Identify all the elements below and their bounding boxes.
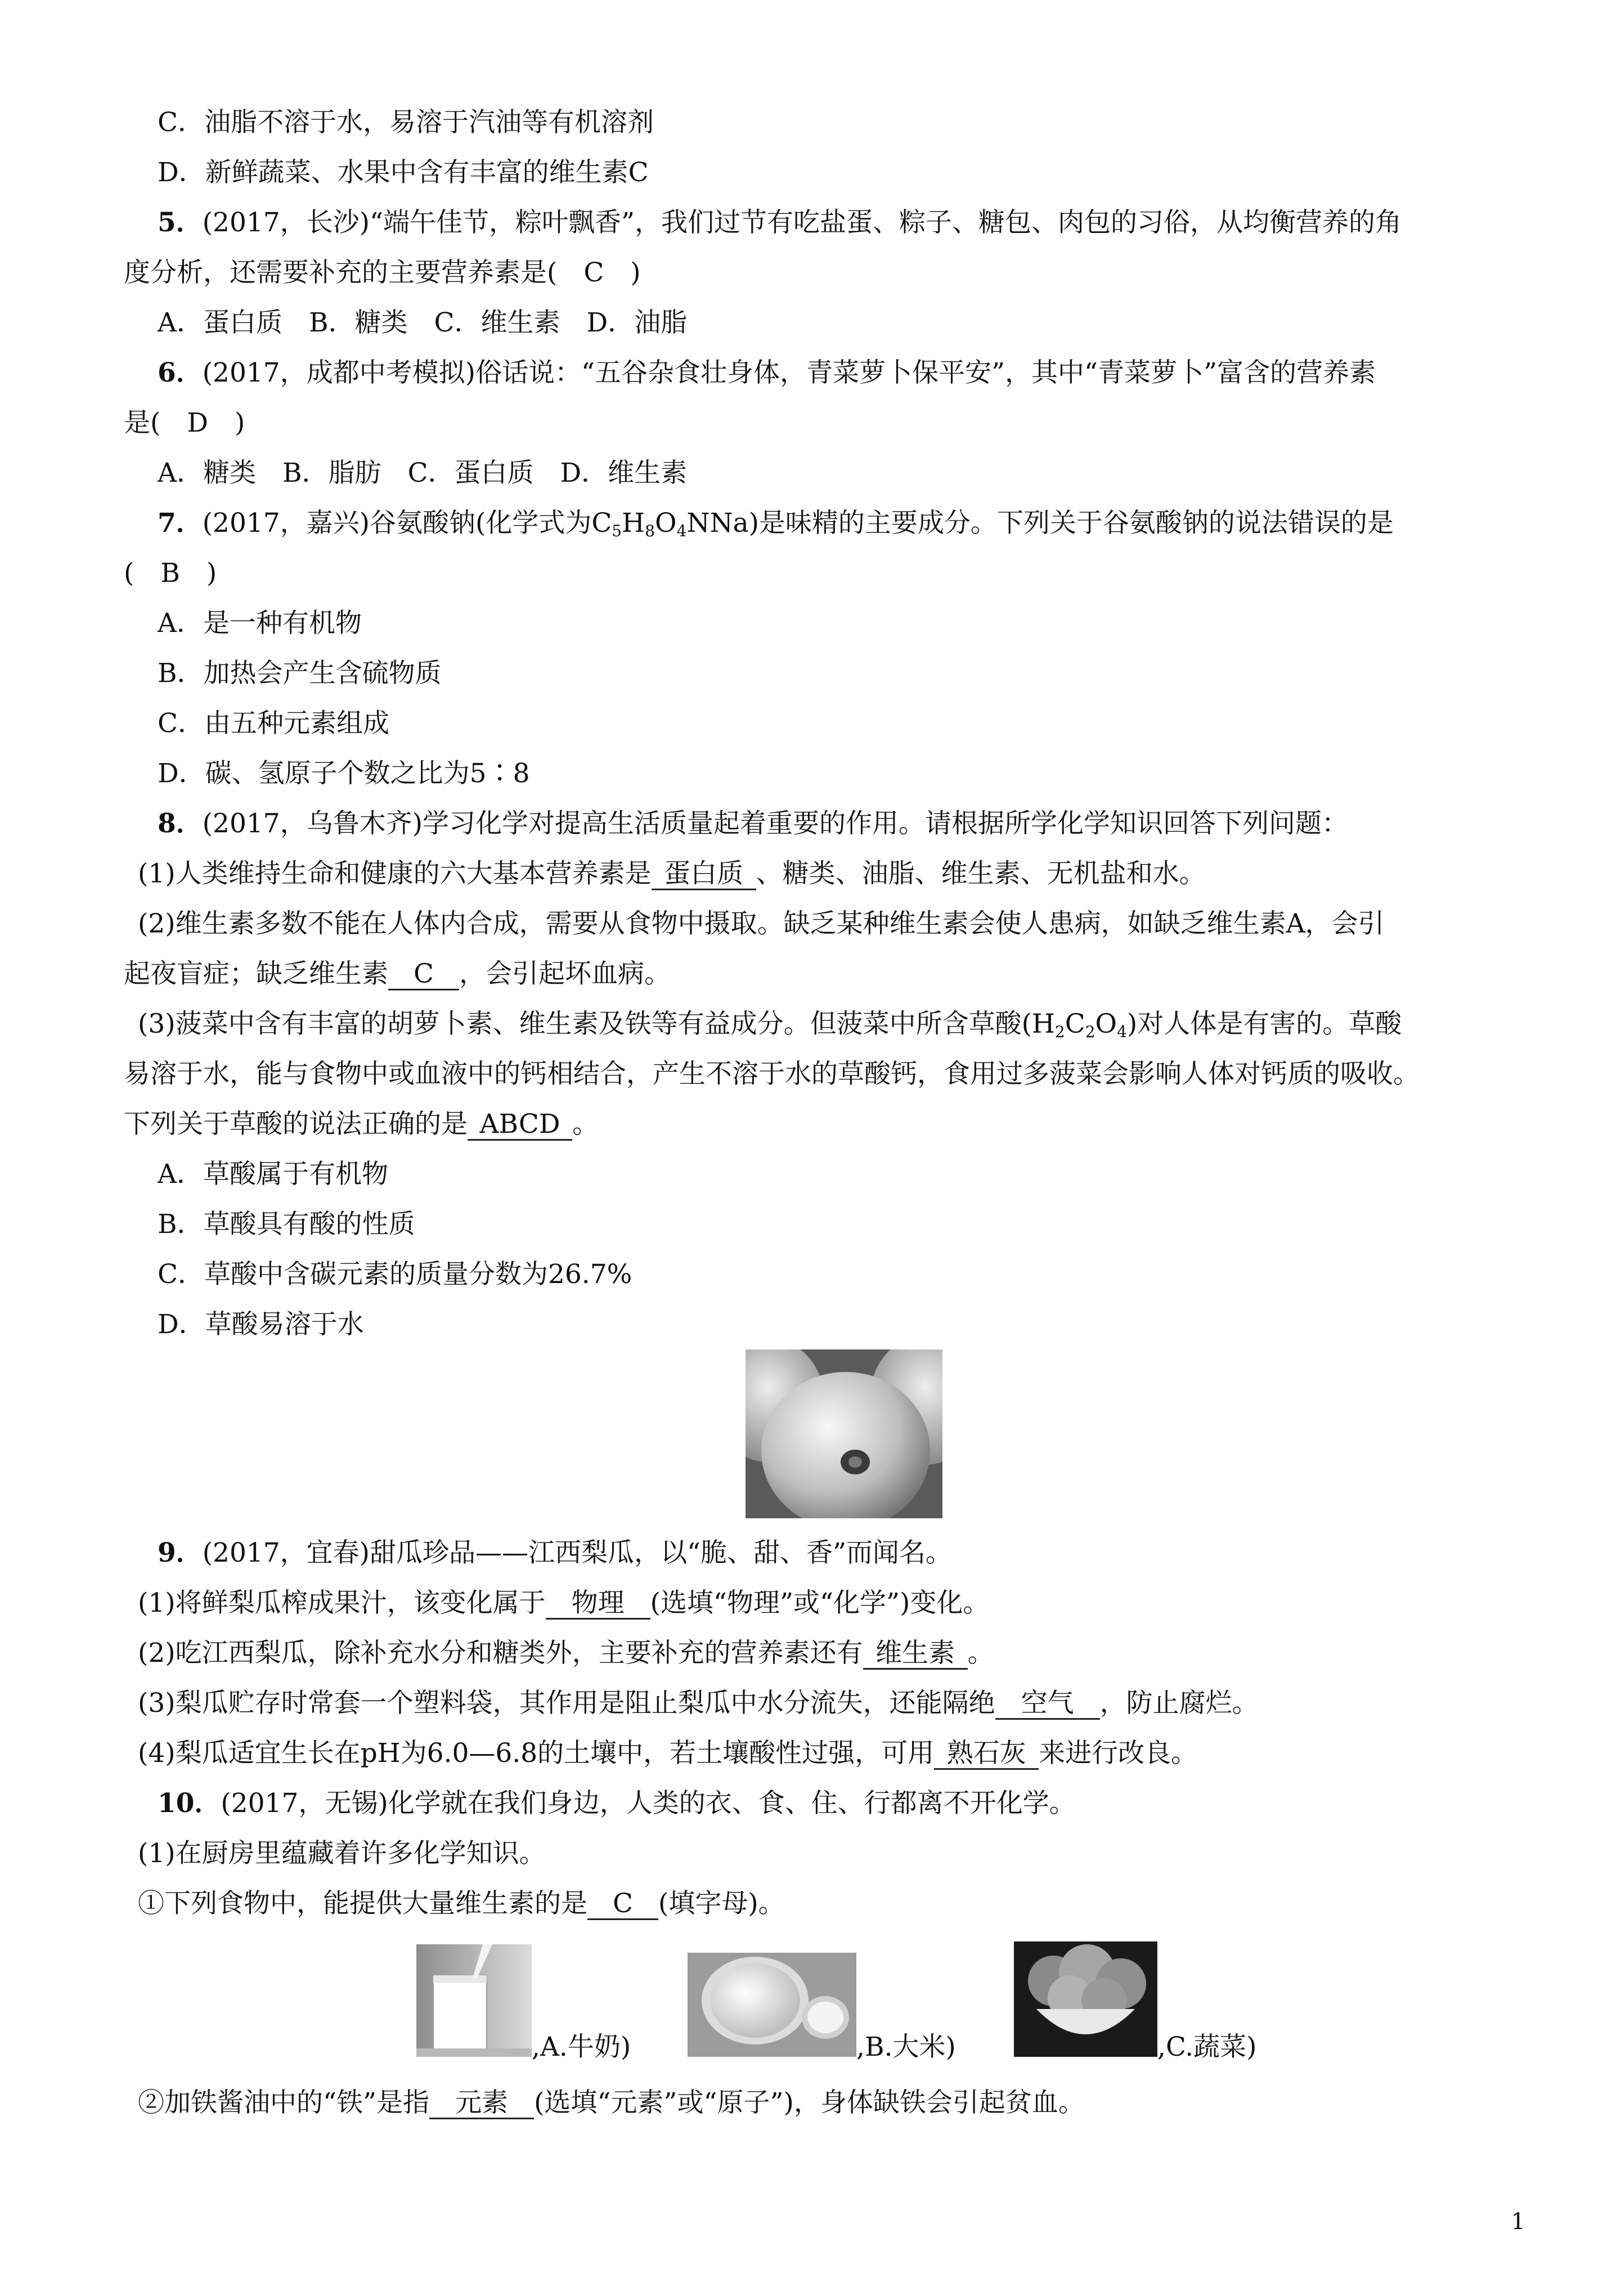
q9-part2-answer: 维生素 [863,1639,968,1670]
formula-sub: 2 [1054,1023,1065,1041]
q9-number: 9． [158,1537,203,1568]
q10-part1-i-text-end: (填字母)。 [658,1888,785,1919]
q9-part3-text-end: ，防止腐烂。 [1099,1688,1259,1719]
rice-photo [688,1953,856,2057]
q5-stem [158,206,1525,240]
q9-part3 [138,1687,1525,1720]
q8-option-b: B．草酸具有酸的性质 [158,1209,415,1240]
q9-part2-text: (2)吃江西梨瓜，除补充水分和糖类外，主要补充的营养素还有 [138,1638,863,1669]
q10-part1-ii [138,2086,1525,2120]
q8-part1 [138,857,1525,891]
q10-part1-i [138,1887,1525,1921]
q9-part4-text-end: 来进行改良。 [1039,1738,1198,1769]
formula-sub: 2 [1085,1023,1095,1041]
q5-stem-cont: 度分析，还需要补充的主要营养素是( C ) [124,257,641,288]
milk-image [416,1944,532,2057]
q10-part1-ii-text: ②加铁酱油中的“铁”是指 [138,2087,430,2118]
caption-milk: ,A.牛奶) [532,2032,631,2062]
q9-stem [158,1536,1525,1570]
q9-part4-answer: 熟石灰 [934,1739,1039,1770]
q8-option-a: A．草酸属于有机物 [158,1159,388,1190]
milk-photo [416,1944,532,2057]
q8-part3-question [124,1107,1525,1141]
formula-sub: 4 [1117,1023,1127,1041]
q8-part3-text-4: 。 [572,1109,599,1140]
q10-part1-ii-text-end: (选填“元素”或“原子”)，身体缺铁会引起贫血。 [534,2087,1085,2118]
q10-stem [158,1787,1525,1820]
q8-option-d: D．草酸易溶于水 [158,1309,364,1340]
formula-el: H [622,508,645,539]
q7-text-1: (2017，嘉兴)谷氨酸钠(化学式为C [202,508,612,539]
q8-part3-text-2: )对人体是有害的。草酸 [1126,1008,1402,1039]
q10-part1-i-answer: C [587,1889,658,1920]
q9-part2-text-end: 。 [967,1638,994,1669]
rice-image [688,1953,856,2057]
q6-options: A．糖类 B．脂肪 C．蛋白质 D．维生素 [158,458,688,488]
q8-part1-answer: 蛋白质 [652,859,756,890]
melon-photo [746,1349,942,1518]
q8-part3-text-1: (3)菠菜中含有丰富的胡萝卜素、维生素及铁等有益成分。但菠菜中所含草酸(H [138,1008,1055,1039]
page-number: 1 [1511,2209,1525,2235]
q4-option-d: D．新鲜蔬菜、水果中含有丰富的维生素C [158,157,649,188]
q9-part4 [138,1737,1525,1770]
q8-part3-answer: ABCD [468,1110,572,1141]
q6-text: (2017，成都中考模拟)俗话说：“五谷杂食壮身体，青菜萝卜保平安”，其中“青菜萝卜”富含的营养素 [202,357,1376,388]
q9-part1-text-end: (选填“物理”或“化学”)变化。 [650,1588,990,1618]
q9-part3-text: (3)梨瓜贮存时常套一个塑料袋，其作用是阻止梨瓜中水分流失，还能隔绝 [138,1688,995,1719]
q8-part3-text-3: 下列关于草酸的说法正确的是 [124,1109,468,1140]
q7-number: 7． [158,508,203,539]
formula-el: O [1095,1008,1117,1039]
q7-stem [158,506,1525,540]
q9-part1-text: (1)将鲜梨瓜榨成果汁，该变化属于 [138,1588,546,1618]
formula-sub: 5 [612,522,622,540]
q7-option-d: D．碳、氢原子个数之比为5∶8 [158,758,530,789]
formula-sub: 8 [645,522,655,540]
q8-number: 8． [158,808,203,839]
vegetable-photo [1014,1941,1157,2057]
q8-part3-cont: 易溶于水，能与食物中或血液中的钙相结合，产生不溶于水的草酸钙，食用过多菠菜会影响人体对钙质的吸收。 [124,1059,1420,1089]
q8-part2-cont [124,957,1525,991]
caption-vegetable: ,C.蔬菜) [1157,2032,1257,2062]
q5-options: A．蛋白质 B．糖类 C．维生素 D．油脂 [158,307,688,338]
formula-sub: 4 [676,522,687,540]
vegetable-image [1014,1941,1157,2057]
q7-option-a: A．是一种有机物 [158,608,362,639]
q8-text: (2017，乌鲁木齐)学习化学对提高生活质量起着重要的作用。请根据所学化学知识回答下列问题： [202,808,1348,839]
q8-option-c: C．草酸中含碳元素的质量分数为26.7% [158,1259,632,1290]
q7-text-2: NNa)是味精的主要成分。下列关于谷氨酸钠的说法错误的是 [686,508,1394,539]
q6-stem-cont: 是( D ) [124,407,245,438]
q8-part1-text: (1)人类维持生命和健康的六大基本营养素是 [138,858,652,889]
q10-number: 10． [158,1788,221,1819]
q10-part1-i-text: ①下列食物中，能提供大量维生素的是 [138,1888,587,1919]
q8-stem [158,807,1525,841]
q7-answer-paren: ( B ) [124,558,217,589]
melon-image [746,1349,942,1518]
q9-part1-answer: 物理 [546,1589,650,1620]
q7-option-b: B．加热会产生含硫物质 [158,658,442,689]
q8-part2-text-end: ，会引起坏血病。 [459,958,671,989]
caption-rice: ,B.大米) [856,2032,956,2062]
q9-part1 [138,1586,1525,1620]
q8-part3 [138,1007,1525,1041]
formula-el: C [1065,1008,1085,1039]
q9-part4-text: (4)梨瓜适宜生长在pH为6.0—6.8的土壤中，若土壤酸性过强，可用 [138,1738,935,1769]
q7-option-c: C．由五种元素组成 [158,708,389,739]
q4-option-c: C．油脂不溶于水，易溶于汽油等有机溶剂 [158,107,654,138]
q9-text: (2017，宜春)甜瓜珍品——江西梨瓜，以“脆、甜、香”而闻名。 [202,1537,953,1568]
q6-stem [158,356,1525,390]
q5-text: (2017，长沙)“端午佳节，粽叶飘香”，我们过节有吃盐蛋、粽子、糖包、肉包的习俗，从均衡营养的角 [202,207,1402,238]
q10-part1-ii-answer: 元素 [429,2088,534,2119]
formula-el: O [654,508,677,539]
q8-part1-text-end: 、糖类、油脂、维生素、无机盐和水。 [756,858,1206,889]
q8-part2-answer: C [388,959,459,990]
q5-number: 5． [158,207,203,238]
q10-text: (2017，无锡)化学就在我们身边，人类的衣、食、住、行都离不开化学。 [221,1788,1076,1819]
q8-part2-text: 起夜盲症；缺乏维生素 [124,958,388,989]
q8-part2: (2)维生素多数不能在人体内合成，需要从食物中摄取。缺乏某种维生素会使人患病，如缺乏维生素A，会引 [138,908,1385,939]
q10-part1: (1)在厨房里蕴藏着许多化学知识。 [138,1838,546,1869]
q9-part2 [138,1636,1525,1670]
q6-number: 6． [158,357,203,388]
q9-part3-answer: 空气 [995,1689,1100,1720]
